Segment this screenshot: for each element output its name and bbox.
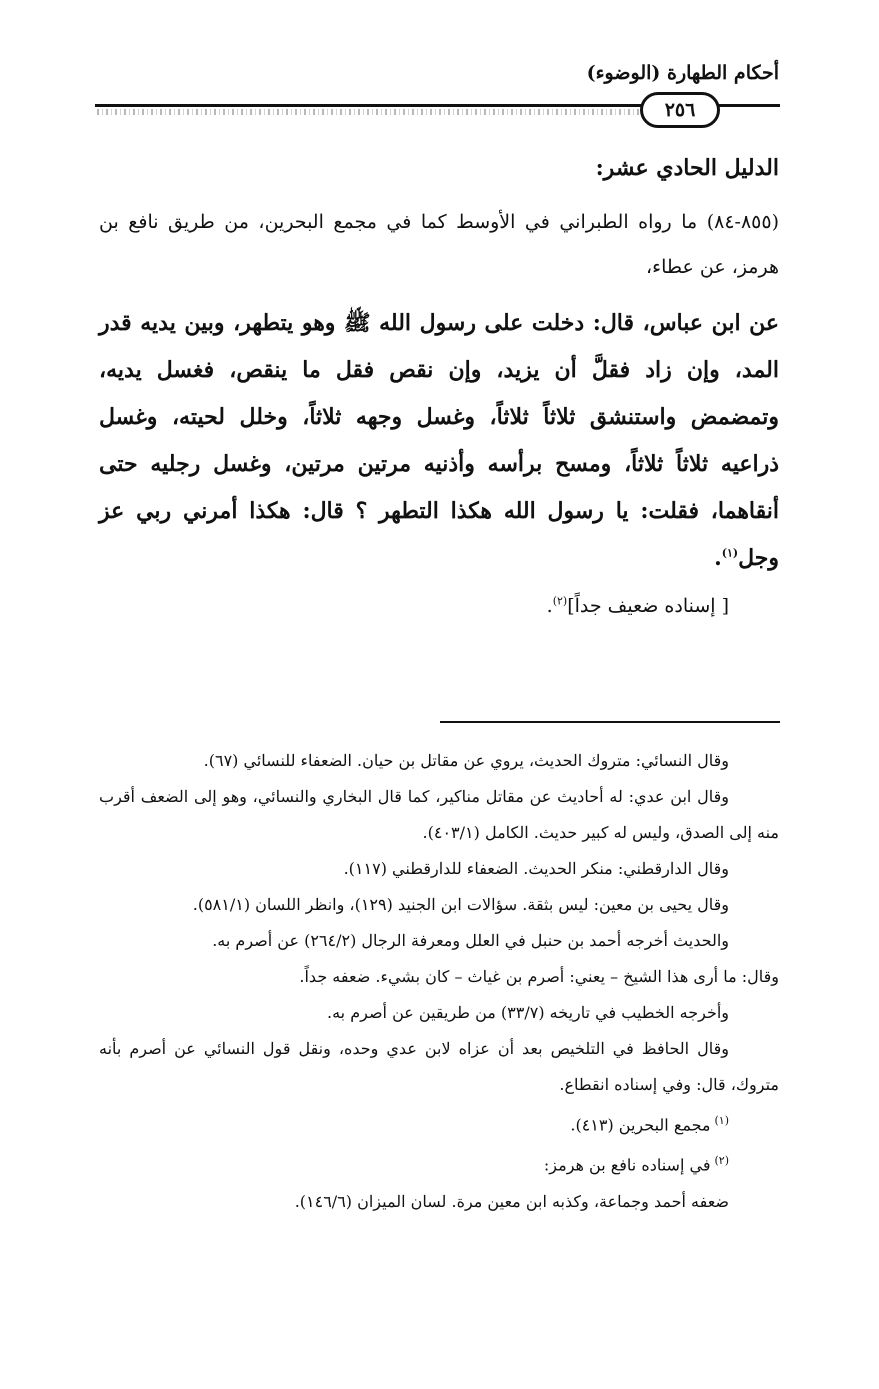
footnotes bbox=[99, 743, 779, 1220]
footnote-line: وقال الحافظ في التلخيص بعد أن عزاه لابن عدي وحده، ونقل قول النسائي عن أصرم بأنه متروك، قال: وفي إسناده انقطاع. bbox=[99, 1039, 779, 1094]
grade-end: . bbox=[546, 595, 553, 617]
footnote-line: وقال النسائي: متروك الحديث، يروي عن مقاتل بن حيان. الضعفاء للنسائي (٦٧). bbox=[203, 751, 729, 770]
section-heading: الدليل الحادي عشر: bbox=[595, 155, 779, 181]
footnote-ref-1: (١) bbox=[721, 546, 739, 560]
footnote-2 bbox=[99, 1143, 779, 1183]
footnote-2-continued: ضعفه أحمد وجماعة، وكذبه ابن معين مرة. لسان الميزان (١٤٦/٦). bbox=[294, 1191, 729, 1211]
footnote-line: والحديث أخرجه أحمد بن حنبل في العلل ومعرفة الرجال (٢٦٤/٢) عن أصرم به. bbox=[212, 931, 729, 950]
footnote-line: وقال ابن عدي: له أحاديث عن مقاتل مناكير، كما قال البخاري والنسائي، وهو إلى الضعف أقرب منه إلى الصدق، وليس له كبير حديث. الكامل (٤٠٣/١). bbox=[99, 787, 779, 842]
footnote-1 bbox=[99, 1103, 779, 1143]
hadith-text bbox=[99, 300, 779, 582]
intro-paragraph: (٨٥٥-٨٤) ما رواه الطبراني في الأوسط كما في مجمع البحرين، من طريق نافع بن هرمز، عن عطاء، bbox=[99, 211, 779, 278]
footnote-1-marker: (١) bbox=[714, 1114, 729, 1127]
grade-text: [ إسناده ضعيف جداً] bbox=[567, 595, 729, 617]
page-number: ٢٥٦ bbox=[640, 92, 720, 128]
footnote-line: وقال الدارقطني: منكر الحديث. الضعفاء للدارقطني (١١٧). bbox=[343, 859, 729, 878]
footnote-2-marker: (٢) bbox=[714, 1154, 729, 1168]
footnote-divider bbox=[440, 721, 780, 723]
footnote-1-text: مجمع البحرين (٤١٣). bbox=[570, 1115, 711, 1135]
hadith-end: . bbox=[714, 545, 722, 571]
footnote-line: وقال: ما أرى هذا الشيخ – يعني: أصرم بن غياث – كان بشيء. ضعفه جداً. bbox=[299, 967, 779, 986]
isnad-grade bbox=[99, 586, 729, 626]
hadith-body: عن ابن عباس، قال: دخلت على رسول الله ﷺ وهو يتطهر، وبين يديه قدر المد، وإن زاد فقلَّ أن يزيد، وإن نقص فقل ما ينقص، فغسل يديه، وتمضمض واستنشق ثلاثاً ثلاثاً، وغسل وجهه ثلاثاً، وخلل لحيته، وغسل ذراعيه ثلاثاً ثلاثاً، ومسح برأسه وأذنيه مرتين مرتين، وغسل رجليه حتى أنقاهما، فقلت: يا رسول الله هكذا التطهر ؟ قال: هكذا أمرني ربي عز وجل bbox=[99, 310, 780, 571]
footnote-line: وأخرجه الخطيب في تاريخه (٣٣/٧) من طريقين عن أصرم به. bbox=[327, 1003, 729, 1022]
footnote-ref-2: (٢) bbox=[552, 594, 568, 608]
header-rule-texture bbox=[97, 109, 677, 115]
footnote-2-text: في إسناده نافع بن هرمز: bbox=[543, 1155, 711, 1175]
footnote-line: وقال يحيى بن معين: ليس بثقة. سؤالات ابن الجنيد (١٢٩)، وانظر اللسان (٥٨١/١). bbox=[192, 895, 729, 914]
running-title: أحكام الطهارة (الوضوء) bbox=[586, 62, 779, 84]
main-text bbox=[99, 150, 779, 626]
